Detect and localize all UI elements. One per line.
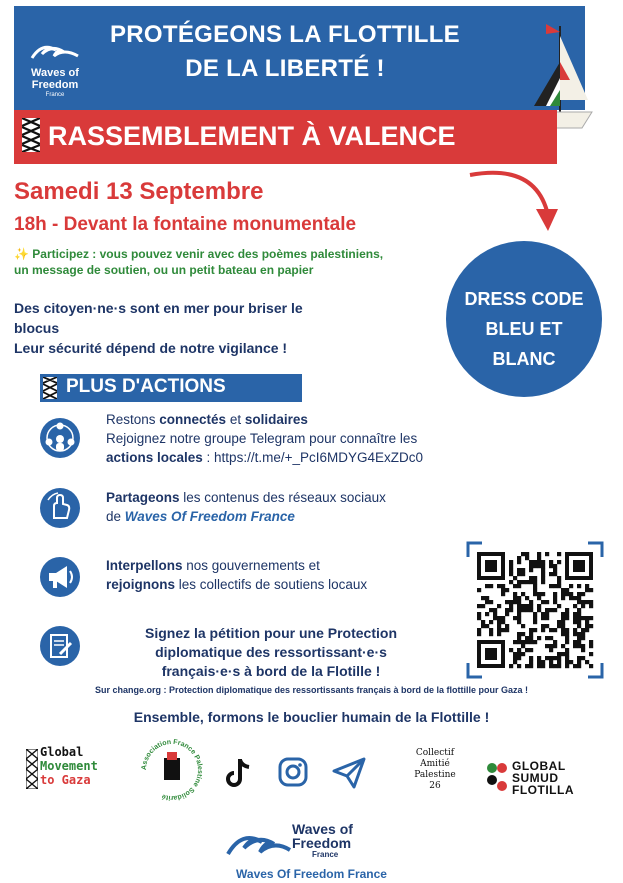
- collectif-line1: Collectif: [415, 748, 455, 758]
- dress-line3: BLANC: [492, 349, 556, 369]
- participate-line1: ✨ Participez : vous pouvez venir avec des poèmes palestiniens,: [14, 247, 384, 261]
- gsf-line3: FLOTILLA: [512, 783, 574, 797]
- gsf-line2: SUMUD: [512, 771, 559, 785]
- action1-text: [106, 410, 423, 467]
- action1-l1c: et: [226, 412, 245, 427]
- footer-brand: Waves Of Freedom France: [236, 867, 387, 881]
- people-network-icon: [40, 418, 80, 458]
- action1-l3a: actions locales: [106, 450, 203, 465]
- collectif-line2: Amitié: [420, 759, 450, 769]
- waves-icon: [30, 40, 80, 62]
- afps-logo: [140, 738, 204, 802]
- action3-l2a: rejoignons: [106, 577, 176, 592]
- global-sumud-flotilla-logo: [486, 760, 596, 796]
- action1-l1d: solidaires: [244, 412, 308, 427]
- citizens-line2: blocus: [14, 320, 60, 336]
- svg-text:Association France Palestine S: Association France Palestine Solidarité: [140, 738, 204, 802]
- action1-l2: Rejoignez notre groupe Telegram pour connaître les: [106, 431, 418, 446]
- action2-l1a: Partageons: [106, 490, 180, 505]
- petition-pen-icon: [40, 626, 80, 666]
- gmg-line1: Global: [40, 745, 84, 759]
- petition-text: [86, 624, 456, 681]
- waves-logo-bottom: [226, 820, 386, 864]
- keffiyeh-pattern-icon: [22, 118, 40, 152]
- action3-l2b: les collectifs de soutiens locaux: [175, 577, 368, 592]
- ensemble-slogan: Ensemble, formons le bouclier humain de la Flottille !: [133, 709, 490, 725]
- arrow-icon: [466, 165, 566, 237]
- telegram-icon[interactable]: [332, 757, 366, 789]
- action1-l1b: connectés: [159, 412, 227, 427]
- rally-title: RASSEMBLEMENT À VALENCE: [48, 121, 456, 151]
- keffiyeh-pattern-icon: [26, 749, 38, 789]
- action1-l1a: Restons: [106, 412, 160, 427]
- qr-code[interactable]: [466, 541, 604, 679]
- title-line1: PROTÉGEONS LA FLOTTILLE: [109, 21, 460, 48]
- waves-logo-top: [20, 40, 90, 99]
- flotilla-mark-icon: [486, 762, 508, 792]
- action3-l1b: nos gouvernements et: [182, 558, 320, 573]
- petition-line3: français·e·s à bord de la Flotille !: [161, 663, 381, 679]
- share-hand-icon: [40, 488, 80, 528]
- waves-icon: [226, 826, 292, 860]
- dress-line1: DRESS CODE: [464, 289, 584, 309]
- instagram-icon[interactable]: [277, 756, 309, 788]
- petition-line1: Signez la pétition pour une Protection: [144, 625, 397, 641]
- dress-line2: BLEU ET: [485, 319, 563, 339]
- gmg-line2: Movement: [40, 759, 98, 773]
- collectif-line4: 26: [429, 781, 441, 791]
- collectif-line3: Palestine: [414, 770, 456, 780]
- footer-logo-line1: Waves of: [292, 821, 353, 837]
- logo-line3: France: [45, 92, 65, 98]
- action2-l2b: Waves Of Freedom France: [124, 509, 295, 524]
- participate-line2: un message de soutien, ou un petit bateau en papier: [14, 263, 314, 277]
- participate-text: [14, 246, 494, 278]
- change-org-note: Sur change.org : Protection diplomatique des ressortissants français à bord de la flottille pour Gaza !: [94, 685, 529, 695]
- citizens-line1: Des citoyen·ne·s sont en mer pour briser le: [14, 300, 303, 316]
- action3-l1a: Interpellons: [106, 558, 183, 573]
- tiktok-icon[interactable]: [225, 757, 253, 789]
- collectif-amitie-logo: [404, 748, 466, 800]
- logo-line1: Waves of: [31, 67, 79, 79]
- petition-line2: diplomatique des ressortissant·e·s: [155, 644, 387, 660]
- action3-text: [106, 556, 367, 594]
- global-movement-gaza-logo: [26, 745, 96, 791]
- action2-l1b: les contenus des réseaux sociaux: [179, 490, 386, 505]
- citizens-line3: Leur sécurité dépend de notre vigilance !: [14, 340, 288, 356]
- actions-heading: PLUS D'ACTIONS: [66, 376, 226, 397]
- event-place: 18h - Devant la fontaine monumentale: [14, 214, 357, 235]
- footer-logo-line2: Freedom: [292, 835, 352, 851]
- title-line2: DE LA LIBERTÉ !: [185, 55, 385, 82]
- telegram-link[interactable]: : https://t.me/+_PcI6MDYG4ExZDc0: [202, 450, 423, 465]
- megaphone-icon: [40, 557, 80, 597]
- keffiyeh-pattern-icon: [43, 377, 57, 399]
- gmg-line3: to Gaza: [40, 773, 91, 787]
- event-date: Samedi 13 Septembre: [14, 178, 264, 205]
- footer-logo-line3: France: [312, 850, 339, 859]
- logo-line2: Freedom: [31, 79, 79, 91]
- action2-text: [106, 488, 386, 526]
- page-title: [90, 18, 480, 86]
- citizens-text: [14, 298, 434, 358]
- dress-code-text: [446, 284, 602, 374]
- action2-l2a: de: [106, 509, 125, 524]
- gsf-line1: GLOBAL: [512, 759, 566, 773]
